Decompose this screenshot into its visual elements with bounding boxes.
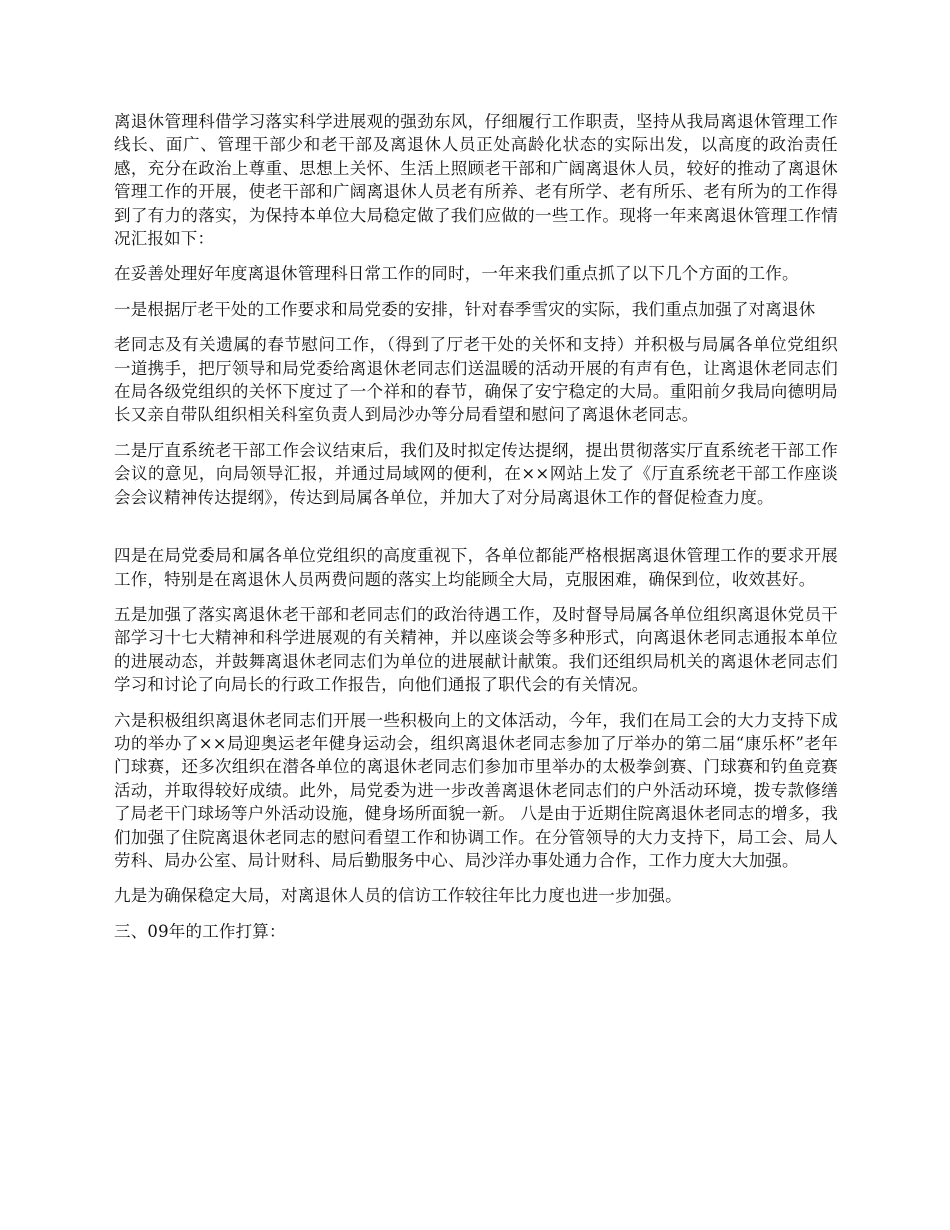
paragraph-item-6-8: 六是积极组织离退休老同志们开展一些积极向上的文体活动，今年，我们在局工会的大力支持下成功的举办了××局迎奥运老年健身运动会，组织离退休老同志参加了厅举办的第二届“康乐杯”老年门球赛，还多次组织在潜各单位的离退休老同志们参加市里举办的太极拳剑赛、门球赛和钓鱼竞赛活动，并取得较好成绩。此外，局党委为进一步改善离退休老同志们的户外活动环境，拨专款修缮了局老干门球场等户外活动设施，健身场所面貌一新。 八是由于近期住院离退休老同志的增多，我们加强了住院离退休老同志的慰问看望工作和协调工作。在分管领导的大力支持下，局工会、局人劳科、局办公室、局计财科、局后勤服务中心、局沙洋办事处通力合作，工作力度大大加强。 — [114, 710, 838, 870]
paragraph-item-5: 五是加强了落实离退休老干部和老同志们的政治待遇工作，及时督导局属各单位组织离退休党员干部学习十七大精神和科学进展观的有关精神，并以座谈会等多种形式，向离退休老同志通报本单位的进展动态，并鼓舞离退休老同志们为单位的进展献计献策。我们还组织局机关的离退休老同志们学习和讨论了向局长的行政工作报告，向他们通报了职代会的有关情况。 — [114, 604, 838, 695]
paragraph-item-2: 二是厅直系统老干部工作会议结束后，我们及时拟定传达提纲，提出贯彻落实厅直系统老干部工作会议的意见，向局领导汇报，并通过局域网的便利，在××网站上发了《厅直系统老干部工作座谈会会议精神传达提纲》，传达到局属各单位，并加大了对分局离退休工作的督促检查力度。 — [114, 440, 838, 507]
document-body — [114, 110, 838, 955]
blank-gap — [114, 521, 838, 544]
section-heading-plan: 三、09年的工作打算： — [114, 921, 286, 941]
paragraph-item-4: 四是在局党委局和属各单位党组织的高度重视下，各单位都能严格根据离退休管理工作的要求开展工作，特别是在离退休人员两费问题的落实上均能顾全大局，克服困难，确保到位，收效甚好。 — [114, 546, 838, 589]
paragraph-item-9: 九是为确保稳定大局，对离退休人员的信访工作较往年比力度也进一步加强。 — [114, 886, 682, 906]
paragraph-item-1-start: 一是根据厅老干处的工作要求和局党委的安排，针对春季雪灾的实际，我们重点加强了对离退休 — [114, 299, 816, 319]
paragraph-item-1-continued: 老同志及有关遗属的春节慰问工作，（得到了厅老干处的关怀和支持）并积极与局属各单位党组织一道携手，把厅领导和局党委给离退休老同志们送温暖的活动开展的有声有色，让离退休老同志们在局各级党组织的关怀下度过了一个祥和的春节，确保了安宁稳定的大局。重阳前夕我局向德明局长又亲自带队组织相关科室负责人到局沙办等分局看望和慰问了离退休老同志。 — [114, 335, 838, 425]
paragraph-overview: 在妥善处理好年度离退休管理科日常工作的同时，一年来我们重点抓了以下几个方面的工作。 — [114, 264, 799, 284]
paragraph-intro: 离退休管理科借学习落实科学进展观的强劲东风，仔细履行工作职责，坚持从我局离退休管理工作线长、面广、管理干部少和老干部及离退休人员正处高龄化状态的实际出发，以高度的政治责任感，充分在政治上尊重、思想上关怀、生活上照顾老干部和广阔离退休人员，较好的推动了离退休管理工作的开展，使老干部和广阔离退休人员老有所养、老有所学、老有所乐、老有所为的工作得到了有力的落实，为保持本单位大局稳定做了我们应做的一些工作。现将一年来离退休管理工作情况汇报如下： — [114, 112, 838, 249]
